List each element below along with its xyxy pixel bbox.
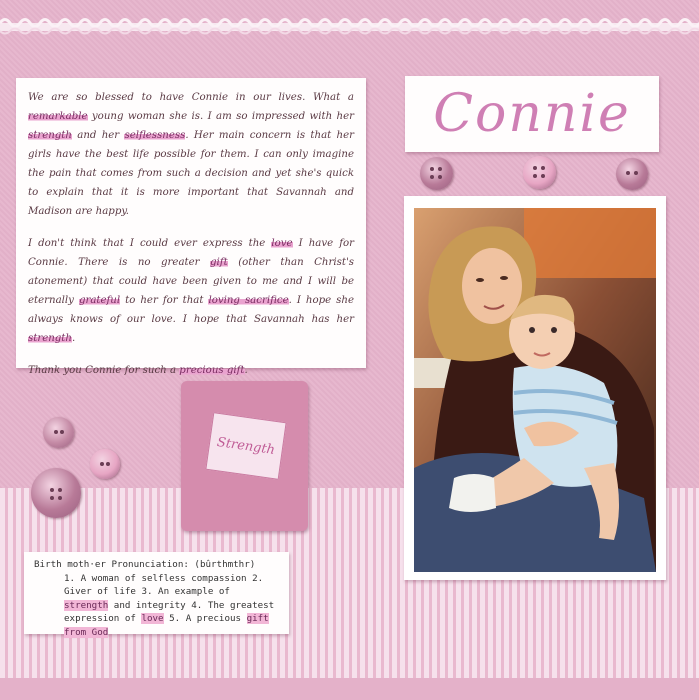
highlighted-word: gift xyxy=(210,257,228,268)
journal-paragraph-1 xyxy=(28,88,354,221)
highlighted-word: remarkable xyxy=(28,111,88,122)
strength-slide-mount xyxy=(181,381,308,531)
text-segment: to her for that xyxy=(120,295,209,306)
text-segment: and integrity 4. The greatest expression of xyxy=(64,599,275,624)
text-segment: I have for Connie. There is no greater xyxy=(28,238,354,268)
text-segment: and her xyxy=(71,130,125,141)
highlighted-word: strength xyxy=(28,333,72,344)
text-segment: . Her main concern is that her girls have the best life possible for them. I can only imagine the pain that comes from such a decision and yet she's quick to explain that it is more important that Savannah and Madison are happy. xyxy=(28,130,354,217)
photo-illustration xyxy=(414,208,656,572)
highlighted-word: grateful xyxy=(78,295,121,306)
button-large-bottom xyxy=(31,468,81,518)
button-top-center xyxy=(523,156,556,189)
page-title: Connie xyxy=(433,84,631,144)
definition-body xyxy=(34,572,279,640)
button-top-left xyxy=(420,157,453,190)
journal-paragraph-2 xyxy=(28,234,354,348)
highlighted-word: strength xyxy=(64,599,109,611)
highlighted-word: strength xyxy=(28,130,72,141)
mother-and-baby-photo xyxy=(414,208,656,572)
text-segment: I don't think that I could ever express the xyxy=(28,238,272,249)
definition-heading: Birth moth·er Pronunciation: (bûrthmthr) xyxy=(34,559,256,570)
bottom-band xyxy=(0,678,699,700)
text-segment: Thank you Connie for such a xyxy=(28,365,180,376)
highlighted-word: selflessness xyxy=(124,130,186,141)
button-small-right xyxy=(90,449,120,479)
text-segment: 1. A woman of selfless compassion 2. Giver of life 3. An example of xyxy=(64,572,264,597)
lace-trim xyxy=(0,16,699,36)
highlighted-word: precious gift xyxy=(179,365,245,376)
button-small-top xyxy=(43,417,74,448)
highlighted-word: love xyxy=(271,238,293,249)
highlighted-word: love xyxy=(141,613,164,624)
text-segment: young woman she is. I am so impressed with her xyxy=(87,111,354,122)
journal-card xyxy=(16,78,366,376)
text-segment: . xyxy=(71,333,76,344)
photo-frame xyxy=(404,196,666,580)
highlighted-word: loving sacrifice xyxy=(208,295,289,306)
definition-card xyxy=(24,552,289,638)
text-segment: 5. A precious xyxy=(163,613,247,624)
button-top-right xyxy=(616,158,648,190)
title-card xyxy=(405,76,659,152)
text-segment: . xyxy=(244,365,248,376)
text-segment: We are so blessed to have Connie in our lives. What a xyxy=(28,92,354,103)
highlighted-word: gift from God xyxy=(64,613,269,638)
slide-label: Strength xyxy=(216,434,276,458)
journal-paragraph-3 xyxy=(28,361,354,380)
text-segment: (other than Christ's atonement) that could have been given to me and I will be eternally xyxy=(28,257,354,306)
slide-window xyxy=(205,412,286,480)
text-segment: . I hope she always knows of our love. I hope that Savannah has her xyxy=(28,295,354,325)
